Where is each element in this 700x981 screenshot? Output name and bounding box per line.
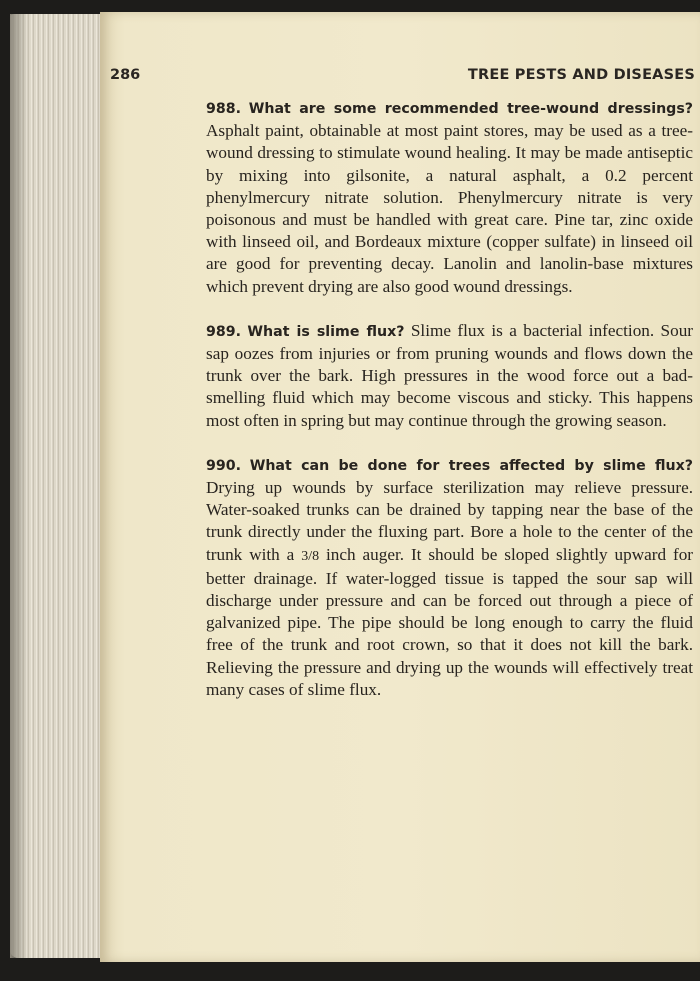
answer-text: Asphalt paint, obtainable at most paint stores, may be used as a tree-wound dressing to stimulate wound healing. It may be made antiseptic by mixing into gilsonite, a natural asphalt, a 0.2 percent phenylmercury nitrate solution. Phenylmercury nitrate is very poisonous and must be handled with great care. Pine tar, zinc oxide with linseed oil, and Bordeaux mixture (copper sulfate) in linseed oil are good for preventing decay. Lanolin and lanolin-base mixtures which prevent drying are also good wound dressings. [206, 121, 693, 296]
qa-entry-989 [206, 320, 693, 432]
answer-text-part1: Drying up wounds by surface sterilization may relieve pressure. Water-soaked trunks can be drained by tapping near the base of the trunk directly under the fluxing part. Bore a hole to the center of the trunk with a [206, 478, 693, 564]
qa-entry-988 [206, 97, 693, 298]
question-text: What is slime flux? [247, 323, 405, 340]
question-number: 988. [206, 101, 242, 117]
page-number: 286 [110, 67, 141, 83]
question-number: 990. [206, 457, 242, 474]
fraction: 3/8 [301, 548, 320, 564]
answer-text: Slime flux is a bacterial infection. Sour sap oozes from injuries or from pruning wounds and flows down the trunk over the bark. High pressures in the wood force out a bad-smelling fluid which may become viscous and sticky. This happens most often in spring but may continue through the growing season. [206, 320, 694, 430]
answer-text-part2: inch auger. It should be sloped slightly upward for better drainage. If water-logged tissue is tapped the sour sap will discharge under pressure and can be forced out through a piece of galvanized pipe. The pipe should be long enough to carry the fluid free of the trunk and root crown, so that it does not kill the bark. Relieving the pressure and drying up the wounds will effectively treat many cases of slime flux. [206, 544, 694, 699]
qa-entry-990 [206, 454, 693, 701]
question-number: 989. [206, 323, 242, 340]
question-text: What are some recommended tree-wound dressings? [248, 101, 694, 117]
running-head: TREE PESTS AND DISEASES [467, 67, 695, 83]
question-text: What can be done for trees affected by slime flux? [249, 457, 694, 474]
book-page-edges [10, 14, 110, 958]
page-body [206, 97, 693, 723]
